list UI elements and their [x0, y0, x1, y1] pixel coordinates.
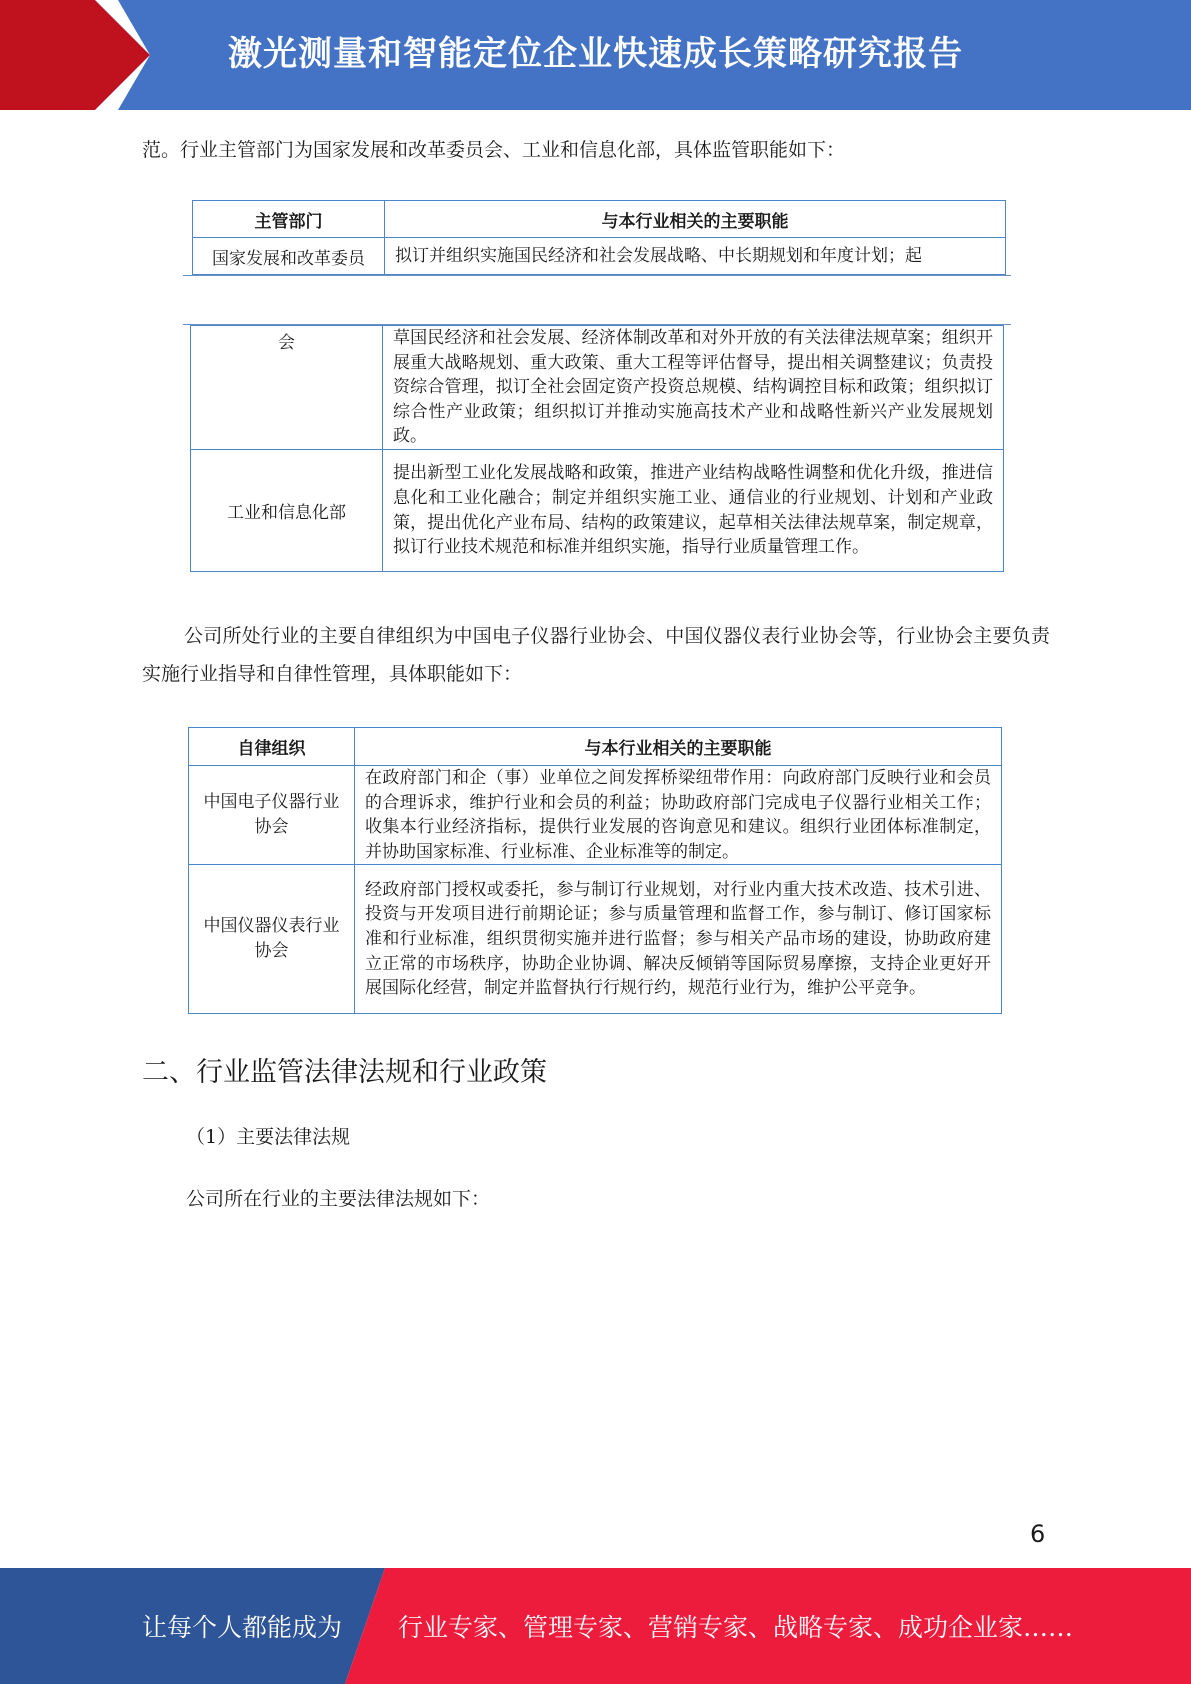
- footer-slogan-right: 行业专家、管理专家、营销专家、战略专家、成功企业家……: [398, 1613, 1074, 1642]
- department-name: 国家发展和改革委员: [193, 238, 385, 275]
- column-header-duties: 与本行业相关的主要职能: [355, 728, 1002, 766]
- footer-banner: [0, 1568, 1191, 1684]
- header-banner: [0, 0, 1191, 110]
- table-row: [189, 766, 1002, 865]
- sub-heading: （1）主要法律法规: [186, 1126, 351, 1148]
- organization-duties: 在政府部门和企（事）业单位之间发挥桥梁纽带作用：向政府部门反映行业和会员的合理诉求，维护行业和会员的利益；协助政府部门完成电子仪器行业相关工作；收集本行业经济指标，提供行业发展的咨询意见和建议。组织行业团体标准制定，并协助国家标准、行业标准、企业标准等的制定。: [355, 766, 1002, 865]
- page-number: 6: [1030, 1520, 1046, 1548]
- report-title: 激光测量和智能定位企业快速成长策略研究报告: [228, 34, 963, 74]
- regulator-table-continued: [190, 325, 1004, 572]
- column-header-duties: 与本行业相关的主要职能: [385, 201, 1006, 238]
- table-row: [193, 238, 1006, 275]
- organization-name: 中国电子仪器行业协会: [189, 766, 355, 865]
- column-header-organization: 自律组织: [189, 728, 355, 766]
- association-table: [188, 727, 1002, 1014]
- table-row: [191, 450, 1004, 572]
- department-duties: 拟订并组织实施国民经济和社会发展战略、中长期规划和年度计划；起: [385, 238, 1006, 275]
- table-row: [191, 326, 1004, 450]
- regulator-table: [192, 200, 1006, 275]
- organization-duties: 经政府部门授权或委托，参与制订行业规划，对行业内重大技术改造、技术引进、投资与开发项目进行前期论证；参与质量管理和监督工作，参与制订、修订国家标准和行业标准，组织贯彻实施并进行监督；参与相关产品市场的建设，协助政府建立正常的市场秩序，协助企业协调、解决反倾销等国际贸易摩擦，支持企业更好开展国际化经营，制定并监督执行行规行约，规范行业行为，维护公平竞争。: [355, 865, 1002, 1014]
- column-header-department: 主管部门: [193, 201, 385, 238]
- table-header-row: [193, 201, 1006, 238]
- section-heading: 二、行业监管法律法规和行业政策: [142, 1057, 547, 1088]
- department-duties: 提出新型工业化发展战略和政策，推进产业结构战略性调整和优化升级，推进信息化和工业化融合；制定并组织实施工业、通信业的行业规划、计划和产业政策，提出优化产业布局、结构的政策建议，起草相关法律法规草案，制定规章，拟订行业技术规范和标准并组织实施，指导行业质量管理工作。: [383, 450, 1004, 572]
- table-row: [189, 865, 1002, 1014]
- department-duties: 草国民经济和社会发展、经济体制改革和对外开放的有关法律法规草案；组织开展重大战略规划、重大政策、重大工程等评估督导，提出相关调整建议；负责投资综合管理，拟订全社会固定资产投资总规模、结构调控目标和政策；组织拟订综合性产业政策；组织拟订并推动实施高技术产业和战略性新兴产业发展规划政。: [383, 326, 1004, 450]
- organization-name: 中国仪器仪表行业协会: [189, 865, 355, 1014]
- association-paragraph: 公司所处行业的主要自律组织为中国电子仪器行业协会、中国仪器仪表行业协会等，行业协会主要负责实施行业指导和自律性管理，具体职能如下：: [142, 625, 1050, 685]
- table-header-row: [189, 728, 1002, 766]
- divider-line: [183, 275, 1011, 276]
- laws-paragraph: 公司所在行业的主要法律法规如下：: [186, 1188, 491, 1210]
- department-name: 会: [191, 326, 383, 450]
- intro-paragraph: 范。行业主管部门为国家发展和改革委员会、工业和信息化部，具体监管职能如下：: [142, 139, 846, 161]
- footer-slogan-left: 让每个人都能成为: [142, 1613, 343, 1642]
- department-name: 工业和信息化部: [191, 450, 383, 572]
